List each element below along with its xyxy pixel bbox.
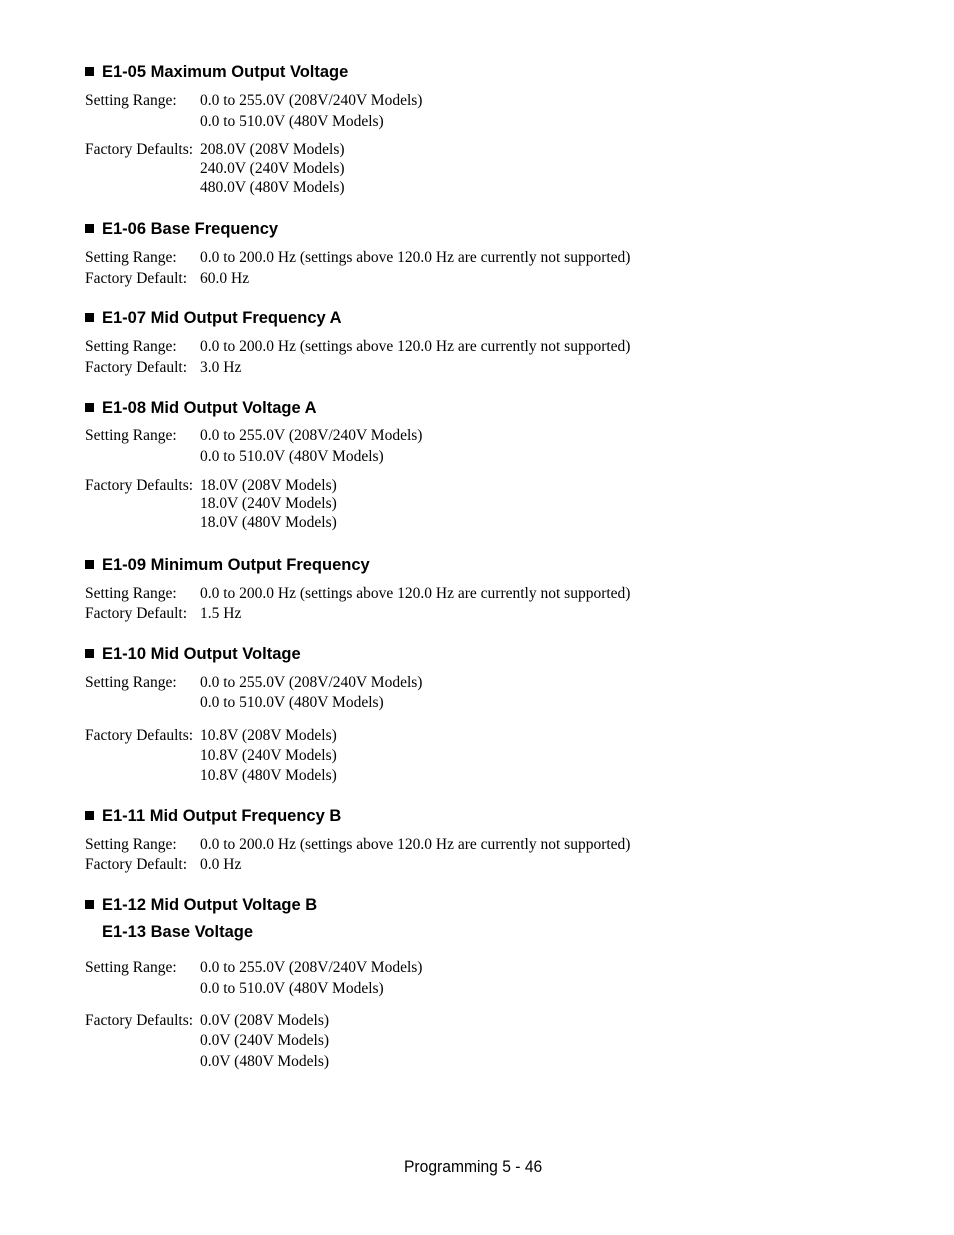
factory-default-value: 0.0V (480V Models) xyxy=(200,1053,330,1070)
factory-default-label: Factory Defaults: xyxy=(85,1012,194,1029)
factory-default-value: 10.8V (240V Models) xyxy=(200,747,337,764)
section-subheading: E1-13 Base Voltage xyxy=(102,923,254,941)
setting-range-value: 0.0 to 510.0V (480V Models) xyxy=(200,694,384,711)
square-bullet-icon xyxy=(85,67,94,76)
setting-range-value: 0.0 to 200.0 Hz (settings above 120.0 Hz are currently not supported) xyxy=(200,249,631,266)
section-heading-text: E1-07 Mid Output Frequency A xyxy=(102,309,342,327)
factory-default-label: Factory Default: xyxy=(85,856,188,873)
section-heading-text: E1-10 Mid Output Voltage xyxy=(102,645,301,663)
section-heading xyxy=(85,219,278,239)
setting-range-value: 0.0 to 510.0V (480V Models) xyxy=(200,113,384,130)
section-heading-text: E1-05 Maximum Output Voltage xyxy=(102,63,349,81)
setting-range-value: 0.0 to 255.0V (208V/240V Models) xyxy=(200,427,423,444)
factory-default-label: Factory Defaults: xyxy=(85,727,194,744)
square-bullet-icon xyxy=(85,403,94,412)
square-bullet-icon xyxy=(85,811,94,820)
factory-default-label: Factory Default: xyxy=(85,270,188,287)
section-heading xyxy=(85,62,348,82)
factory-default-value: 1.5 Hz xyxy=(200,605,242,622)
section-heading xyxy=(85,555,370,575)
section-heading-text: E1-09 Minimum Output Frequency xyxy=(102,556,370,574)
page-footer: Programming 5 - 46 xyxy=(404,1157,543,1176)
factory-default-value: 18.0V (480V Models) xyxy=(200,514,337,531)
square-bullet-icon xyxy=(85,560,94,569)
setting-range-label: Setting Range: xyxy=(85,249,177,266)
setting-range-label: Setting Range: xyxy=(85,585,177,602)
factory-default-value: 18.0V (240V Models) xyxy=(200,495,337,512)
section-heading-text: E1-11 Mid Output Frequency B xyxy=(102,807,342,825)
factory-default-label: Factory Defaults: xyxy=(85,477,194,494)
factory-default-value: 0.0 Hz xyxy=(200,856,242,873)
factory-default-value: 3.0 Hz xyxy=(200,359,242,376)
setting-range-label: Setting Range: xyxy=(85,674,177,691)
factory-default-label: Factory Default: xyxy=(85,605,188,622)
section-heading xyxy=(85,895,317,915)
section-heading-text: E1-06 Base Frequency xyxy=(102,220,279,238)
factory-default-value: 0.0V (208V Models) xyxy=(200,1012,330,1029)
factory-default-value: 60.0 Hz xyxy=(200,270,250,287)
setting-range-value: 0.0 to 200.0 Hz (settings above 120.0 Hz are currently not supported) xyxy=(200,585,631,602)
section-heading xyxy=(85,308,342,328)
setting-range-value: 0.0 to 200.0 Hz (settings above 120.0 Hz are currently not supported) xyxy=(200,338,631,355)
section-heading xyxy=(85,806,341,826)
setting-range-value: 0.0 to 255.0V (208V/240V Models) xyxy=(200,959,423,976)
factory-default-value: 208.0V (208V Models) xyxy=(200,141,345,158)
setting-range-value: 0.0 to 510.0V (480V Models) xyxy=(200,980,384,997)
setting-range-label: Setting Range: xyxy=(85,427,177,444)
setting-range-label: Setting Range: xyxy=(85,836,177,853)
setting-range-label: Setting Range: xyxy=(85,338,177,355)
factory-default-value: 0.0V (240V Models) xyxy=(200,1032,330,1049)
factory-default-value: 18.0V (208V Models) xyxy=(200,477,337,494)
factory-default-value: 480.0V (480V Models) xyxy=(200,179,345,196)
square-bullet-icon xyxy=(85,649,94,658)
setting-range-label: Setting Range: xyxy=(85,92,177,109)
square-bullet-icon xyxy=(85,313,94,322)
square-bullet-icon xyxy=(85,224,94,233)
setting-range-label: Setting Range: xyxy=(85,959,177,976)
setting-range-value: 0.0 to 510.0V (480V Models) xyxy=(200,448,384,465)
section-heading xyxy=(85,644,301,664)
setting-range-value: 0.0 to 255.0V (208V/240V Models) xyxy=(200,92,423,109)
factory-default-label: Factory Default: xyxy=(85,359,188,376)
factory-default-value: 10.8V (208V Models) xyxy=(200,727,337,744)
factory-default-value: 240.0V (240V Models) xyxy=(200,160,345,177)
section-heading-text: E1-08 Mid Output Voltage A xyxy=(102,399,317,417)
square-bullet-icon xyxy=(85,900,94,909)
section-heading-text: E1-12 Mid Output Voltage B xyxy=(102,896,318,914)
setting-range-value: 0.0 to 200.0 Hz (settings above 120.0 Hz are currently not supported) xyxy=(200,836,631,853)
section-heading xyxy=(85,398,317,418)
factory-default-value: 10.8V (480V Models) xyxy=(200,767,337,784)
setting-range-value: 0.0 to 255.0V (208V/240V Models) xyxy=(200,674,423,691)
factory-default-label: Factory Defaults: xyxy=(85,141,194,158)
